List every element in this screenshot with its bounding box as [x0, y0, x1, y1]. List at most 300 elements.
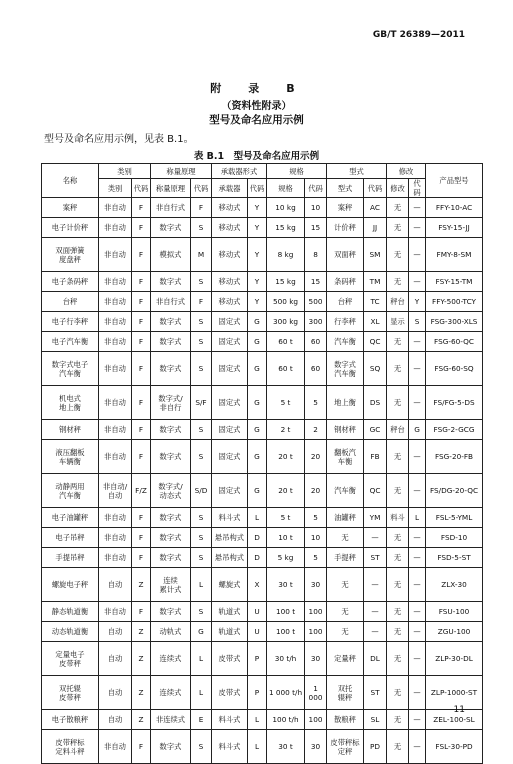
table-cell: M: [191, 238, 212, 272]
table-cell: 2 t: [267, 420, 305, 440]
table-cell: 非自动: [99, 352, 132, 386]
table-row: [42, 440, 483, 474]
table-cell: 电子油罐秤: [42, 508, 99, 528]
table-cell: L: [191, 676, 212, 710]
page-number: 11: [453, 705, 465, 715]
table-cell: 非自行式: [151, 292, 191, 312]
table-row: [42, 386, 483, 420]
table-cell: 钢材秤: [327, 420, 364, 440]
table-cell: SL: [364, 710, 387, 730]
table-cell: 秤台: [387, 420, 409, 440]
table-cell: 无: [327, 622, 364, 642]
table-cell: 钢材秤: [42, 420, 99, 440]
table-cell: 无: [387, 238, 409, 272]
table-cell: —: [364, 568, 387, 602]
table-cell: 无: [387, 386, 409, 420]
table-cell: 自动: [99, 622, 132, 642]
table-cell: —: [409, 548, 426, 568]
table-cell: AC: [364, 198, 387, 218]
table-cell: 移动式: [212, 198, 248, 218]
table-cell: S: [191, 730, 212, 764]
table-cell: 20 t: [267, 440, 305, 474]
table-cell: 无: [327, 528, 364, 548]
appendix-note: （资料性附录）: [221, 101, 292, 112]
table-cell: FSG-60-SQ: [426, 352, 483, 386]
table-cell: PD: [364, 730, 387, 764]
table-cell: F: [132, 602, 151, 622]
table-cell: 300: [305, 312, 327, 332]
table-cell: 地上衡: [327, 386, 364, 420]
table-cell: 悬吊构式: [212, 528, 248, 548]
table-cell: TC: [364, 292, 387, 312]
table-cell: 固定式: [212, 312, 248, 332]
table-cell: F: [132, 386, 151, 420]
table-cell: 20 t: [267, 474, 305, 508]
table-cell: 无: [387, 676, 409, 710]
table-cell: 连续 累计式: [151, 568, 191, 602]
table-cell: 非自动: [99, 548, 132, 568]
table-cell: FSU-100: [426, 602, 483, 622]
table-cell: 5: [305, 548, 327, 568]
table-cell: 非自动/ 自动: [99, 474, 132, 508]
table-cell: 1 000 t/h: [267, 676, 305, 710]
table-cell: FSY-15-JJ: [426, 218, 483, 238]
table-cell: 双托 辊秤: [327, 676, 364, 710]
table-cell: 汽车衡: [327, 474, 364, 508]
table-row: [42, 198, 483, 218]
table-cell: 30: [305, 730, 327, 764]
table-cell: 电子散粮秤: [42, 710, 99, 730]
table-cell: QC: [364, 332, 387, 352]
table-cell: F: [132, 420, 151, 440]
table-row: [42, 528, 483, 548]
table-cell: 行李秤: [327, 312, 364, 332]
table-cell: 无: [387, 642, 409, 676]
table-cell: FFY-500-TCY: [426, 292, 483, 312]
table-cell: 非自动: [99, 292, 132, 312]
table-row: [42, 292, 483, 312]
table-cell: FSD-10: [426, 528, 483, 548]
table-cell: 定量电子 皮带秤: [42, 642, 99, 676]
table-cell: F: [132, 352, 151, 386]
table-cell: 悬吊构式: [212, 548, 248, 568]
table-cell: 电子行李秤: [42, 312, 99, 332]
table-cell: 100 t: [267, 622, 305, 642]
table-cell: 料斗: [387, 508, 409, 528]
table-cell: G: [248, 474, 267, 508]
table-cell: JJ: [364, 218, 387, 238]
table-cell: 轨道式: [212, 622, 248, 642]
table-cell: —: [409, 238, 426, 272]
table-cell: G: [248, 420, 267, 440]
table-cell: 非自动: [99, 602, 132, 622]
table-cell: 模拟式: [151, 238, 191, 272]
table-cell: —: [409, 386, 426, 420]
table-cell: ZGU-100: [426, 622, 483, 642]
table-cell: 电子汽车衡: [42, 332, 99, 352]
table-cell: 移动式: [212, 292, 248, 312]
table-cell: 定量秤: [327, 642, 364, 676]
table-cell: 数字式: [151, 218, 191, 238]
table-cell: S: [191, 218, 212, 238]
table-cell: S: [409, 312, 426, 332]
table-cell: 1 000: [305, 676, 327, 710]
col-header-model: 产品型号: [426, 164, 483, 198]
table-cell: U: [248, 622, 267, 642]
subheader-code: 代码: [409, 179, 426, 198]
table-cell: S: [191, 548, 212, 568]
table-cell: —: [409, 710, 426, 730]
table-row: [42, 420, 483, 440]
table-cell: DL: [364, 642, 387, 676]
appendix-title: 型号及命名应用示例: [209, 114, 304, 126]
table-cell: F: [132, 508, 151, 528]
table-cell: 移动式: [212, 272, 248, 292]
table-cell: F: [132, 218, 151, 238]
table-cell: 5: [305, 386, 327, 420]
table-cell: QC: [364, 474, 387, 508]
table-cell: 非连续式: [151, 710, 191, 730]
table-cell: Y: [248, 238, 267, 272]
table-cell: Y: [248, 272, 267, 292]
col-header-receptor: 承载器形式: [212, 164, 267, 179]
table-cell: G: [248, 352, 267, 386]
table-cell: ZLP-1000-ST: [426, 676, 483, 710]
table-cell: 双面秤: [327, 238, 364, 272]
table-cell: G: [248, 440, 267, 474]
table-cell: 数字式/ 动态式: [151, 474, 191, 508]
table-cell: 60: [305, 332, 327, 352]
subheader-receptor: 承载器: [212, 179, 248, 198]
subheader-category: 类别: [99, 179, 132, 198]
table-cell: 无: [387, 332, 409, 352]
table-cell: 数字式: [151, 730, 191, 764]
table-cell: FSG-20-FB: [426, 440, 483, 474]
table-cell: L: [191, 642, 212, 676]
table-cell: L: [248, 710, 267, 730]
table-cell: XL: [364, 312, 387, 332]
table-cell: FSG-60-QC: [426, 332, 483, 352]
table-cell: 无: [387, 474, 409, 508]
table-cell: SQ: [364, 352, 387, 386]
table-cell: 非自动: [99, 198, 132, 218]
table-body: [42, 198, 483, 764]
table-cell: 螺旋式: [212, 568, 248, 602]
table-cell: —: [409, 602, 426, 622]
col-header-modification: 修改: [387, 164, 426, 179]
table-cell: 5: [305, 508, 327, 528]
table-cell: 15 kg: [267, 218, 305, 238]
table-cell: 手提秤: [327, 548, 364, 568]
table-cell: G: [191, 622, 212, 642]
table-cell: 皮带式: [212, 676, 248, 710]
table-cell: 双面弹簧 度盘秤: [42, 238, 99, 272]
table-cell: L: [409, 508, 426, 528]
table-cell: 500 kg: [267, 292, 305, 312]
table-cell: 动静两用 汽车衡: [42, 474, 99, 508]
table-cell: G: [248, 312, 267, 332]
table-cell: 5 t: [267, 386, 305, 420]
table-cell: —: [409, 352, 426, 386]
table-cell: 数字式: [151, 602, 191, 622]
table-cell: 自动: [99, 568, 132, 602]
table-cell: 台秤: [327, 292, 364, 312]
table-cell: S/F: [191, 386, 212, 420]
table-cell: 15: [305, 218, 327, 238]
table-cell: G: [248, 386, 267, 420]
table-cell: 无: [387, 198, 409, 218]
table-cell: 非自动: [99, 218, 132, 238]
table-cell: 螺旋电子秤: [42, 568, 99, 602]
table-cell: 15: [305, 272, 327, 292]
table-cell: —: [364, 602, 387, 622]
table-cell: Z: [132, 676, 151, 710]
table-row: [42, 568, 483, 602]
table-row: [42, 548, 483, 568]
table-cell: 100: [305, 622, 327, 642]
subheader-principle: 称量原理: [151, 179, 191, 198]
table-cell: 数字式: [151, 352, 191, 386]
table-cell: 100: [305, 710, 327, 730]
table-cell: S: [191, 272, 212, 292]
subheader-spec: 规格: [267, 179, 305, 198]
subheader-code: 代码: [248, 179, 267, 198]
table-cell: F: [132, 198, 151, 218]
table-cell: 轨道式: [212, 602, 248, 622]
table-cell: P: [248, 642, 267, 676]
example-table: [41, 163, 483, 764]
col-header-principle: 称量原理: [151, 164, 212, 179]
table-cell: 100: [305, 602, 327, 622]
table-row: [42, 622, 483, 642]
table-cell: 动轨式: [151, 622, 191, 642]
table-cell: 5 kg: [267, 548, 305, 568]
table-cell: —: [409, 218, 426, 238]
table-cell: 100 t/h: [267, 710, 305, 730]
table-row: [42, 710, 483, 730]
table-cell: L: [191, 568, 212, 602]
intro-text: 型号及命名应用示例，见表 B.1。: [44, 134, 194, 145]
table-cell: 数字式: [151, 312, 191, 332]
table-cell: F: [132, 440, 151, 474]
table-cell: 100 t: [267, 602, 305, 622]
table-cell: G: [248, 332, 267, 352]
table-cell: 无: [327, 568, 364, 602]
table-cell: 30: [305, 568, 327, 602]
table-caption: 表 B.1 型号及命名应用示例: [193, 151, 320, 162]
table-cell: 数字式: [151, 440, 191, 474]
table-cell: S: [191, 508, 212, 528]
table-cell: SM: [364, 238, 387, 272]
table-cell: 手提吊秤: [42, 548, 99, 568]
table-cell: 连续式: [151, 676, 191, 710]
table-cell: 电子计价秤: [42, 218, 99, 238]
table-cell: —: [409, 198, 426, 218]
table-cell: F: [191, 198, 212, 218]
table-cell: FSL-30-PD: [426, 730, 483, 764]
table-cell: 非自动: [99, 508, 132, 528]
table-cell: S: [191, 602, 212, 622]
table-cell: —: [409, 528, 426, 548]
table-cell: F: [132, 292, 151, 312]
table-cell: 机电式 地上衡: [42, 386, 99, 420]
table-cell: 无: [387, 568, 409, 602]
table-cell: 数字式: [151, 272, 191, 292]
table-cell: 连续式: [151, 642, 191, 676]
table-cell: 15 kg: [267, 272, 305, 292]
table-cell: 无: [387, 440, 409, 474]
table-cell: 移动式: [212, 218, 248, 238]
table-cell: FSG-300-XLS: [426, 312, 483, 332]
table-cell: Z: [132, 568, 151, 602]
table-cell: 固定式: [212, 440, 248, 474]
table-cell: 皮带秤标 定秤: [327, 730, 364, 764]
table-cell: —: [409, 730, 426, 764]
table-cell: L: [248, 508, 267, 528]
table-cell: 汽车衡: [327, 332, 364, 352]
table-cell: 动态轨道衡: [42, 622, 99, 642]
table-cell: 固定式: [212, 352, 248, 386]
table-cell: 数字式: [151, 548, 191, 568]
table-cell: 数字式: [151, 332, 191, 352]
table-cell: 非自动: [99, 386, 132, 420]
table-cell: FB: [364, 440, 387, 474]
table-cell: 无: [387, 218, 409, 238]
table-cell: 20: [305, 474, 327, 508]
table-cell: S: [191, 352, 212, 386]
table-cell: YM: [364, 508, 387, 528]
table-cell: 30 t: [267, 730, 305, 764]
table-cell: 固定式: [212, 420, 248, 440]
table-row: [42, 332, 483, 352]
table-cell: FMY-8-SM: [426, 238, 483, 272]
table-row: [42, 312, 483, 332]
table-cell: 5 t: [267, 508, 305, 528]
table-cell: Y: [248, 218, 267, 238]
table-cell: ZEL-100-SL: [426, 710, 483, 730]
table-cell: 自动: [99, 642, 132, 676]
table-cell: 数字式: [151, 528, 191, 548]
table-cell: 300 kg: [267, 312, 305, 332]
table-cell: 60 t: [267, 332, 305, 352]
table-cell: 油罐秤: [327, 508, 364, 528]
table-cell: F: [132, 272, 151, 292]
table-cell: FSY-15-TM: [426, 272, 483, 292]
table-cell: 条码秤: [327, 272, 364, 292]
table-row: [42, 352, 483, 386]
table-cell: 非自动: [99, 440, 132, 474]
subheader-code: 代码: [305, 179, 327, 198]
table-cell: S: [191, 332, 212, 352]
table-cell: TM: [364, 272, 387, 292]
table-cell: 双托辊 皮带秤: [42, 676, 99, 710]
table-cell: 非自动: [99, 420, 132, 440]
table-row: [42, 508, 483, 528]
table-cell: 计价秤: [327, 218, 364, 238]
table-cell: 料斗式: [212, 730, 248, 764]
table-cell: 显示: [387, 312, 409, 332]
table-cell: 数字式 汽车衡: [327, 352, 364, 386]
table-cell: —: [409, 676, 426, 710]
table-cell: ST: [364, 676, 387, 710]
table-cell: FS/DG-20-QC: [426, 474, 483, 508]
table-cell: 案秤: [42, 198, 99, 218]
table-cell: 无: [387, 528, 409, 548]
table-cell: E: [191, 710, 212, 730]
col-header-category: 类别: [99, 164, 151, 179]
table-cell: 数字式: [151, 420, 191, 440]
table-cell: 无: [387, 710, 409, 730]
table-cell: 固定式: [212, 386, 248, 420]
table-cell: 非自动: [99, 238, 132, 272]
table-row: [42, 730, 483, 764]
table-cell: 数字式/ 非自行: [151, 386, 191, 420]
subheader-code: 代码: [191, 179, 212, 198]
table-cell: Y: [248, 292, 267, 312]
table-cell: F/Z: [132, 474, 151, 508]
table-cell: 皮带秤标 定料斗秤: [42, 730, 99, 764]
table-cell: 秤台: [387, 292, 409, 312]
table-cell: —: [409, 474, 426, 508]
table-cell: 自动: [99, 676, 132, 710]
table-cell: FSD-5-ST: [426, 548, 483, 568]
table-row: [42, 474, 483, 508]
table-cell: 无: [387, 548, 409, 568]
table-cell: F: [132, 528, 151, 548]
table-cell: 数字式: [151, 508, 191, 528]
table-cell: F: [132, 238, 151, 272]
table-cell: 移动式: [212, 238, 248, 272]
subheader-code: 代码: [364, 179, 387, 198]
table-row: [42, 218, 483, 238]
table-cell: 60: [305, 352, 327, 386]
table-cell: 电子条码秤: [42, 272, 99, 292]
table-cell: F: [132, 312, 151, 332]
table-cell: Z: [132, 642, 151, 676]
table-cell: —: [364, 528, 387, 548]
col-header-type: 型式: [327, 164, 387, 179]
table-cell: 10 t: [267, 528, 305, 548]
table-cell: 无: [387, 272, 409, 292]
table-cell: S: [191, 440, 212, 474]
table-cell: 料斗式: [212, 710, 248, 730]
table-cell: ZLX-30: [426, 568, 483, 602]
table-cell: Z: [132, 622, 151, 642]
table-cell: F: [132, 332, 151, 352]
table-cell: 台秤: [42, 292, 99, 312]
table-cell: Y: [409, 292, 426, 312]
table-cell: X: [248, 568, 267, 602]
table-cell: 10: [305, 198, 327, 218]
table-cell: 自动: [99, 710, 132, 730]
table-row: [42, 602, 483, 622]
table-cell: ST: [364, 548, 387, 568]
table-cell: U: [248, 602, 267, 622]
table-cell: DS: [364, 386, 387, 420]
table-cell: 固定式: [212, 474, 248, 508]
col-header-name: 名称: [42, 164, 99, 198]
table-cell: F: [191, 292, 212, 312]
table-cell: 电子吊秤: [42, 528, 99, 548]
table-row: [42, 272, 483, 292]
table-cell: 液压翻板 车辆衡: [42, 440, 99, 474]
table-cell: 案秤: [327, 198, 364, 218]
table-cell: 500: [305, 292, 327, 312]
table-cell: —: [364, 622, 387, 642]
table-cell: Y: [248, 198, 267, 218]
table-cell: 料斗式: [212, 508, 248, 528]
table-cell: 10: [305, 528, 327, 548]
